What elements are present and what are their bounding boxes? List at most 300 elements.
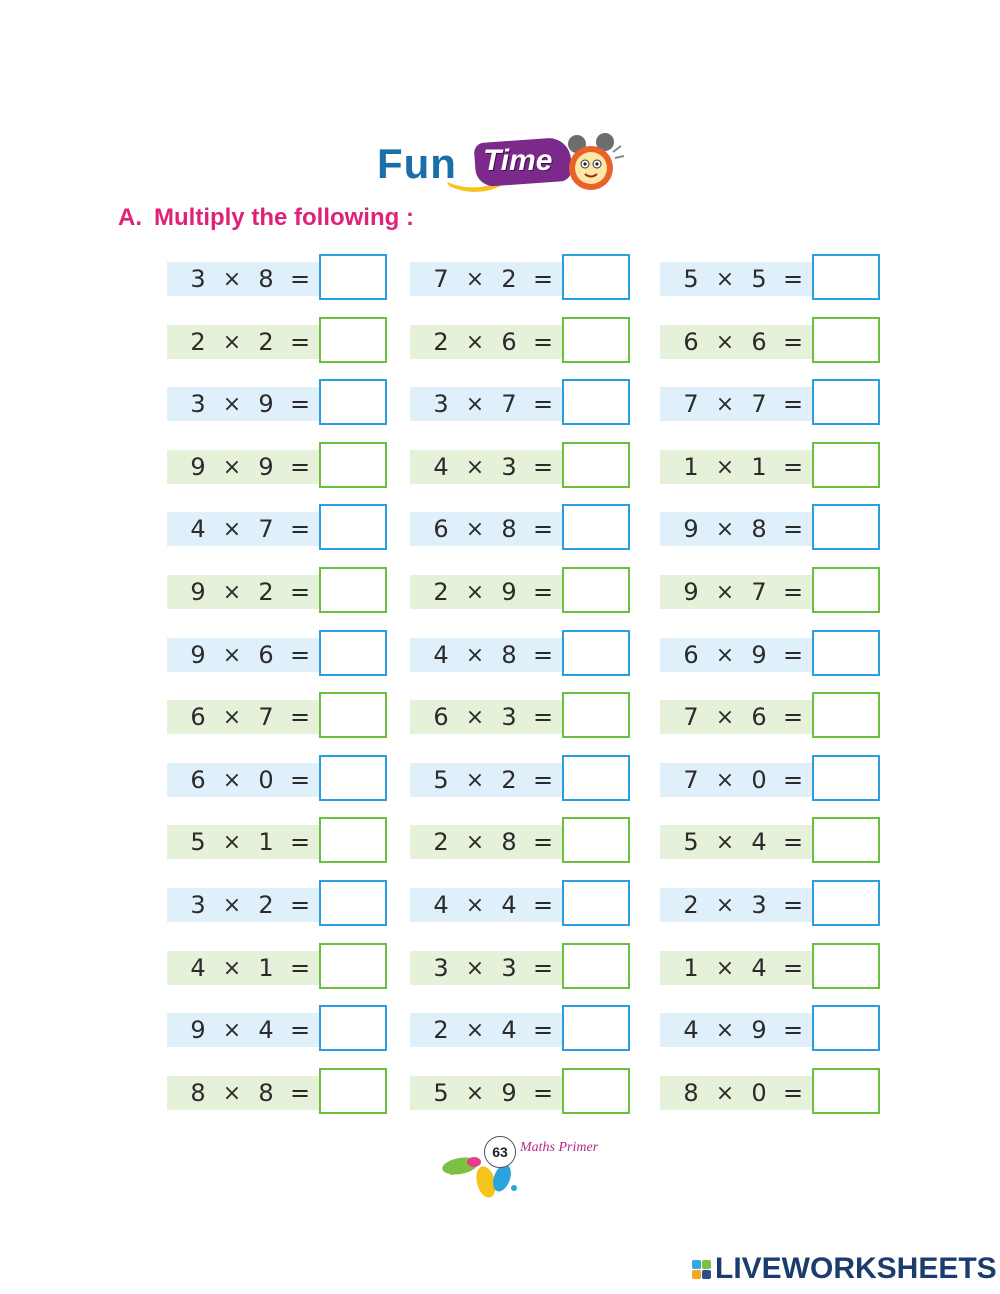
second-factor: 8 — [751, 515, 767, 543]
multiply-sign: × — [715, 516, 735, 542]
multiply-sign: × — [465, 767, 485, 793]
problem-expression — [167, 638, 319, 672]
problem-row — [660, 943, 876, 991]
answer-box[interactable] — [562, 692, 630, 738]
multiply-sign: × — [465, 516, 485, 542]
problem-expression — [410, 1076, 562, 1110]
multiply-sign: × — [465, 1017, 485, 1043]
problem-row — [660, 442, 876, 490]
equals-sign: = — [782, 766, 804, 794]
equals-sign: = — [532, 453, 554, 481]
problem-expression — [660, 575, 812, 609]
equals-sign: = — [532, 1016, 554, 1044]
equals-sign: = — [532, 828, 554, 856]
problem-row — [167, 504, 383, 552]
equals-sign: = — [532, 703, 554, 731]
problem-expression — [410, 638, 562, 672]
equals-sign: = — [782, 453, 804, 481]
second-factor: 3 — [501, 954, 517, 982]
equals-sign: = — [289, 1079, 311, 1107]
problem-row — [410, 943, 626, 991]
equals-sign: = — [782, 703, 804, 731]
flower-decoration-icon — [440, 1132, 530, 1204]
problem-row — [410, 379, 626, 427]
second-factor: 8 — [501, 641, 517, 669]
problem-expression — [410, 450, 562, 484]
multiply-sign: × — [465, 391, 485, 417]
multiply-sign: × — [222, 829, 242, 855]
second-factor: 1 — [258, 954, 274, 982]
equals-sign: = — [782, 1079, 804, 1107]
answer-box[interactable] — [562, 504, 630, 550]
answer-box[interactable] — [562, 567, 630, 613]
first-factor: 3 — [190, 891, 206, 919]
problem-expression — [167, 512, 319, 546]
equals-sign: = — [289, 515, 311, 543]
multiply-sign: × — [465, 704, 485, 730]
first-factor: 2 — [190, 328, 206, 356]
answer-box[interactable] — [319, 817, 387, 863]
equals-sign: = — [532, 766, 554, 794]
first-factor: 6 — [683, 328, 699, 356]
equals-sign: = — [532, 390, 554, 418]
problem-expression — [660, 512, 812, 546]
multiply-sign: × — [715, 955, 735, 981]
answer-box[interactable] — [319, 1068, 387, 1114]
first-factor: 9 — [683, 578, 699, 606]
equals-sign: = — [782, 891, 804, 919]
problem-row — [167, 442, 383, 490]
problem-row — [410, 880, 626, 928]
multiply-sign: × — [715, 1080, 735, 1106]
problem-expression — [410, 512, 562, 546]
problem-row — [660, 880, 876, 928]
first-factor: 3 — [190, 390, 206, 418]
second-factor: 4 — [751, 828, 767, 856]
logo-time-text: Time — [483, 144, 553, 177]
problem-expression — [167, 325, 319, 359]
equals-sign: = — [782, 828, 804, 856]
answer-box[interactable] — [319, 880, 387, 926]
problem-row — [660, 254, 876, 302]
multiply-sign: × — [465, 329, 485, 355]
problem-row — [660, 567, 876, 615]
problem-row — [167, 567, 383, 615]
problem-expression — [410, 700, 562, 734]
multiply-sign: × — [715, 829, 735, 855]
multiply-sign: × — [222, 579, 242, 605]
problem-expression — [167, 262, 319, 296]
first-factor: 9 — [683, 515, 699, 543]
equals-sign: = — [289, 390, 311, 418]
problem-row — [660, 379, 876, 427]
answer-box[interactable] — [562, 379, 630, 425]
first-factor: 6 — [190, 766, 206, 794]
problem-expression — [167, 450, 319, 484]
multiply-sign: × — [465, 1080, 485, 1106]
second-factor: 7 — [751, 578, 767, 606]
answer-box[interactable] — [562, 442, 630, 488]
answer-box[interactable] — [562, 943, 630, 989]
first-factor: 5 — [433, 766, 449, 794]
answer-box[interactable] — [562, 1068, 630, 1114]
answer-box[interactable] — [319, 379, 387, 425]
equals-sign: = — [782, 641, 804, 669]
second-factor: 9 — [501, 1079, 517, 1107]
multiply-sign: × — [465, 829, 485, 855]
answer-box[interactable] — [812, 755, 880, 801]
equals-sign: = — [532, 515, 554, 543]
problem-row — [167, 630, 383, 678]
equals-sign: = — [289, 328, 311, 356]
second-factor: 1 — [258, 828, 274, 856]
problem-row — [660, 817, 876, 865]
multiply-sign: × — [465, 454, 485, 480]
multiply-sign: × — [715, 1017, 735, 1043]
equals-sign: = — [782, 328, 804, 356]
multiply-sign: × — [222, 642, 242, 668]
multiply-sign: × — [222, 1080, 242, 1106]
answer-box[interactable] — [812, 442, 880, 488]
problem-expression — [410, 575, 562, 609]
answer-box[interactable] — [562, 1005, 630, 1051]
first-factor: 1 — [683, 453, 699, 481]
first-factor: 2 — [433, 328, 449, 356]
equals-sign: = — [532, 954, 554, 982]
first-factor: 2 — [433, 828, 449, 856]
equals-sign: = — [782, 954, 804, 982]
section-letter: A. — [118, 204, 142, 231]
first-factor: 4 — [190, 954, 206, 982]
second-factor: 7 — [751, 390, 767, 418]
second-factor: 2 — [258, 891, 274, 919]
problem-row — [167, 817, 383, 865]
page-badge — [440, 1132, 640, 1204]
equals-sign: = — [289, 641, 311, 669]
multiply-sign: × — [715, 329, 735, 355]
second-factor: 1 — [751, 453, 767, 481]
problem-row — [410, 442, 626, 490]
problem-row — [167, 254, 383, 302]
first-factor: 5 — [190, 828, 206, 856]
equals-sign: = — [782, 578, 804, 606]
equals-sign: = — [782, 515, 804, 543]
problem-row — [410, 317, 626, 365]
answer-box[interactable] — [562, 254, 630, 300]
problem-expression — [660, 763, 812, 797]
problem-expression — [660, 888, 812, 922]
second-factor: 8 — [501, 515, 517, 543]
answer-box[interactable] — [562, 880, 630, 926]
first-factor: 8 — [683, 1079, 699, 1107]
problem-expression — [410, 825, 562, 859]
answer-box[interactable] — [319, 254, 387, 300]
problem-expression — [660, 825, 812, 859]
problem-row — [410, 1005, 626, 1053]
equals-sign: = — [289, 265, 311, 293]
second-factor: 0 — [258, 766, 274, 794]
problem-row — [167, 379, 383, 427]
logo-fun-text: Fun — [377, 140, 457, 187]
second-factor: 6 — [258, 641, 274, 669]
problem-expression — [660, 262, 812, 296]
book-title: Maths Primer — [520, 1140, 599, 1155]
multiply-sign: × — [222, 266, 242, 292]
answer-box[interactable] — [812, 317, 880, 363]
problem-expression — [167, 763, 319, 797]
problem-expression — [660, 387, 812, 421]
equals-sign: = — [532, 891, 554, 919]
second-factor: 9 — [501, 578, 517, 606]
first-factor: 4 — [433, 641, 449, 669]
answer-box[interactable] — [319, 442, 387, 488]
second-factor: 6 — [751, 703, 767, 731]
second-factor: 6 — [501, 328, 517, 356]
first-factor: 8 — [190, 1079, 206, 1107]
multiply-sign: × — [222, 704, 242, 730]
first-factor: 6 — [190, 703, 206, 731]
first-factor: 7 — [683, 703, 699, 731]
problem-expression — [167, 1013, 319, 1047]
second-factor: 2 — [501, 766, 517, 794]
second-factor: 3 — [501, 453, 517, 481]
answer-box[interactable] — [812, 567, 880, 613]
problem-expression — [167, 951, 319, 985]
equals-sign: = — [289, 1016, 311, 1044]
equals-sign: = — [532, 1079, 554, 1107]
problem-row — [410, 630, 626, 678]
second-factor: 8 — [258, 265, 274, 293]
multiply-sign: × — [222, 892, 242, 918]
multiply-sign: × — [715, 454, 735, 480]
multiply-sign: × — [465, 266, 485, 292]
equals-sign: = — [532, 328, 554, 356]
multiply-sign: × — [222, 329, 242, 355]
problem-row — [660, 504, 876, 552]
answer-box[interactable] — [812, 630, 880, 676]
problem-expression — [167, 387, 319, 421]
answer-box[interactable] — [812, 1068, 880, 1114]
second-factor: 9 — [751, 1016, 767, 1044]
problem-row — [410, 1068, 626, 1116]
first-factor: 5 — [683, 265, 699, 293]
problem-row — [410, 567, 626, 615]
multiply-sign: × — [465, 892, 485, 918]
first-factor: 4 — [683, 1016, 699, 1044]
first-factor: 4 — [190, 515, 206, 543]
second-factor: 5 — [751, 265, 767, 293]
problem-row — [660, 692, 876, 740]
answer-box[interactable] — [319, 755, 387, 801]
first-factor: 9 — [190, 578, 206, 606]
problem-row — [660, 755, 876, 803]
answer-box[interactable] — [319, 692, 387, 738]
multiply-sign: × — [222, 955, 242, 981]
answer-box[interactable] — [319, 1005, 387, 1051]
second-factor: 9 — [258, 453, 274, 481]
problem-expression — [167, 825, 319, 859]
first-factor: 7 — [683, 766, 699, 794]
second-factor: 7 — [258, 703, 274, 731]
problem-row — [167, 1005, 383, 1053]
first-factor: 5 — [683, 828, 699, 856]
second-factor: 9 — [751, 641, 767, 669]
problem-row — [167, 880, 383, 928]
second-factor: 8 — [501, 828, 517, 856]
problem-expression — [410, 325, 562, 359]
problem-expression — [660, 638, 812, 672]
answer-box[interactable] — [812, 943, 880, 989]
first-factor: 9 — [190, 641, 206, 669]
equals-sign: = — [782, 390, 804, 418]
second-factor: 2 — [501, 265, 517, 293]
problem-expression — [410, 888, 562, 922]
answer-box[interactable] — [812, 1005, 880, 1051]
multiply-sign: × — [465, 579, 485, 605]
equals-sign: = — [782, 1016, 804, 1044]
second-factor: 4 — [751, 954, 767, 982]
problem-row — [167, 755, 383, 803]
first-factor: 6 — [683, 641, 699, 669]
equals-sign: = — [532, 265, 554, 293]
liveworksheets-logo-icon — [692, 1260, 711, 1279]
first-factor: 3 — [190, 265, 206, 293]
problem-expression — [660, 450, 812, 484]
multiply-sign: × — [715, 767, 735, 793]
first-factor: 1 — [683, 954, 699, 982]
problem-row — [167, 1068, 383, 1116]
answer-box[interactable] — [319, 630, 387, 676]
answer-box[interactable] — [812, 379, 880, 425]
answer-box[interactable] — [812, 254, 880, 300]
multiply-sign: × — [715, 266, 735, 292]
answer-box[interactable] — [562, 817, 630, 863]
brand-name: LIVEWORKSHEETS — [715, 1252, 997, 1285]
problem-expression — [167, 575, 319, 609]
first-factor: 3 — [433, 390, 449, 418]
problem-expression — [410, 262, 562, 296]
problem-row — [167, 692, 383, 740]
second-factor: 6 — [751, 328, 767, 356]
second-factor: 0 — [751, 1079, 767, 1107]
equals-sign: = — [289, 828, 311, 856]
multiply-sign: × — [222, 454, 242, 480]
problem-expression — [167, 700, 319, 734]
first-factor: 6 — [433, 515, 449, 543]
problem-row — [660, 1068, 876, 1116]
problem-row — [410, 254, 626, 302]
equals-sign: = — [532, 578, 554, 606]
multiply-sign: × — [465, 955, 485, 981]
answer-box[interactable] — [812, 880, 880, 926]
problem-row — [167, 317, 383, 365]
answer-box[interactable] — [812, 692, 880, 738]
answer-box[interactable] — [319, 317, 387, 363]
problem-expression — [410, 763, 562, 797]
multiply-sign: × — [465, 642, 485, 668]
equals-sign: = — [782, 265, 804, 293]
first-factor: 6 — [433, 703, 449, 731]
page-number: 63 — [484, 1136, 516, 1168]
multiply-sign: × — [715, 579, 735, 605]
first-factor: 3 — [433, 954, 449, 982]
second-factor: 7 — [501, 390, 517, 418]
first-factor: 9 — [190, 453, 206, 481]
equals-sign: = — [289, 453, 311, 481]
second-factor: 9 — [258, 390, 274, 418]
second-factor: 8 — [258, 1079, 274, 1107]
answer-box[interactable] — [562, 630, 630, 676]
first-factor: 5 — [433, 1079, 449, 1107]
answer-box[interactable] — [319, 567, 387, 613]
problem-expression — [167, 888, 319, 922]
answer-box[interactable] — [562, 317, 630, 363]
second-factor: 3 — [751, 891, 767, 919]
equals-sign: = — [289, 954, 311, 982]
multiply-sign: × — [715, 704, 735, 730]
second-factor: 4 — [258, 1016, 274, 1044]
problem-row — [410, 692, 626, 740]
problem-row — [660, 630, 876, 678]
problem-expression — [410, 951, 562, 985]
problem-expression — [660, 700, 812, 734]
first-factor: 2 — [683, 891, 699, 919]
problem-expression — [410, 387, 562, 421]
problem-row — [167, 943, 383, 991]
multiply-sign: × — [715, 391, 735, 417]
first-factor: 4 — [433, 891, 449, 919]
answer-box[interactable] — [812, 504, 880, 550]
multiply-sign: × — [222, 391, 242, 417]
first-factor: 9 — [190, 1016, 206, 1044]
equals-sign: = — [289, 578, 311, 606]
multiply-sign: × — [715, 892, 735, 918]
first-factor: 4 — [433, 453, 449, 481]
multiply-sign: × — [222, 516, 242, 542]
second-factor: 4 — [501, 1016, 517, 1044]
problem-row — [660, 1005, 876, 1053]
liveworksheets-brand[interactable] — [692, 1252, 997, 1286]
multiply-sign: × — [222, 767, 242, 793]
second-factor: 0 — [751, 766, 767, 794]
problem-expression — [660, 951, 812, 985]
answer-box[interactable] — [562, 755, 630, 801]
first-factor: 7 — [433, 265, 449, 293]
problem-row — [410, 817, 626, 865]
second-factor: 4 — [501, 891, 517, 919]
equals-sign: = — [289, 766, 311, 794]
problem-expression — [660, 1076, 812, 1110]
problem-row — [410, 755, 626, 803]
problem-expression — [660, 1013, 812, 1047]
answer-box[interactable] — [319, 504, 387, 550]
answer-box[interactable] — [812, 817, 880, 863]
equals-sign: = — [289, 703, 311, 731]
second-factor: 2 — [258, 578, 274, 606]
problem-expression — [660, 325, 812, 359]
first-factor: 2 — [433, 578, 449, 606]
multiply-sign: × — [222, 1017, 242, 1043]
second-factor: 2 — [258, 328, 274, 356]
problem-row — [660, 317, 876, 365]
section-instruction: Multiply the following : — [154, 204, 414, 231]
second-factor: 7 — [258, 515, 274, 543]
problem-row — [410, 504, 626, 552]
multiply-sign: × — [715, 642, 735, 668]
problem-expression — [167, 1076, 319, 1110]
problem-expression — [410, 1013, 562, 1047]
answer-box[interactable] — [319, 943, 387, 989]
